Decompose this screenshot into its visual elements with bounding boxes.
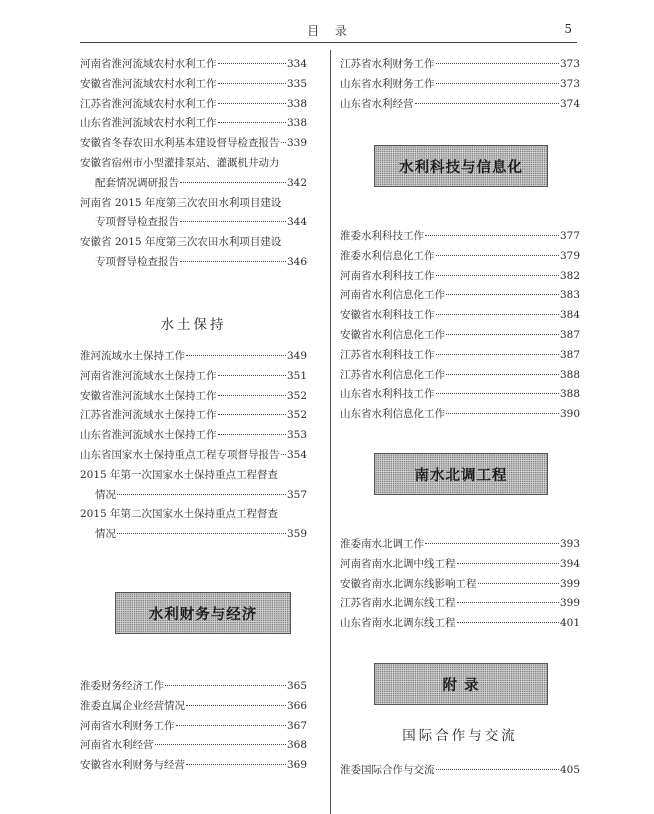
toc-entry-page: 388	[559, 368, 580, 381]
toc-entry[interactable]	[95, 214, 307, 230]
toc-leader-dots	[478, 583, 559, 584]
toc-entry-title: 淮委水利科技工作	[340, 230, 424, 242]
toc-entry-page: 401	[559, 617, 580, 630]
section-box-finance	[115, 592, 291, 634]
toc-entry-page: 384	[559, 309, 580, 322]
toc-leader-dots	[180, 221, 286, 222]
toc-entry[interactable]	[80, 195, 307, 211]
toc-entry-title: 江苏省淮河流域水土保持工作	[80, 409, 217, 422]
toc-leader-dots	[436, 275, 559, 276]
toc-entry[interactable]	[80, 757, 307, 773]
toc-entry-title: 安徽省水利信息化工作	[340, 329, 445, 341]
toc-leader-dots	[436, 393, 559, 394]
toc-entry-title: 淮委南水北调工作	[340, 538, 424, 550]
toc-leader-dots	[218, 122, 286, 123]
toc-entry-title: 山东省国家水土保持重点工程专项督导报告	[80, 449, 280, 461]
toc-entry-title: 山东省水利经营	[340, 97, 414, 110]
section-box-appendix	[374, 663, 548, 705]
toc-entry[interactable]	[340, 307, 580, 323]
toc-entry[interactable]	[80, 427, 307, 443]
toc-entry-page: 373	[559, 58, 580, 70]
toc-leader-dots	[218, 83, 286, 84]
toc-entry-title: 情况	[95, 528, 116, 541]
toc-entry-page: 335	[286, 77, 307, 90]
toc-entry-title: 2015 年第一次国家水土保持重点工程督查	[80, 468, 279, 481]
toc-entry-title: 河南省淮河流域农村水利工作	[80, 58, 217, 70]
toc-entry-title: 淮河流域水土保持工作	[80, 350, 185, 362]
toc-entry-page: 349	[286, 350, 307, 362]
section-heading-tech: 水利科技与信息化	[399, 159, 523, 176]
toc-entry-title: 专项督导检查报告	[95, 256, 179, 268]
toc-leader-dots	[436, 255, 559, 256]
toc-entry-title: 配套情况调研报告	[95, 176, 179, 189]
toc-leader-dots	[281, 454, 286, 455]
toc-leader-dots	[436, 314, 559, 315]
toc-entry[interactable]	[340, 268, 580, 284]
toc-entry-title: 河南省淮河流域水土保持工作	[80, 369, 217, 382]
toc-entry[interactable]	[80, 76, 307, 92]
toc-entry-title: 河南省水利科技工作	[340, 269, 435, 282]
toc-leader-dots	[436, 769, 559, 770]
toc-entry-title: 安徽省水利财务与经营	[80, 759, 185, 772]
toc-entry[interactable]	[340, 595, 580, 611]
toc-entry[interactable]	[80, 115, 307, 131]
toc-entry[interactable]	[340, 556, 580, 572]
toc-entry[interactable]	[80, 388, 307, 404]
toc-entry-page: 387	[559, 348, 580, 361]
toc-leader-dots	[176, 725, 286, 726]
toc-leader-dots	[180, 182, 286, 183]
toc-entry-page: 373	[559, 77, 580, 90]
section-box-tech	[374, 145, 548, 187]
toc-entry-page: 390	[559, 408, 580, 421]
toc-leader-dots	[436, 354, 559, 355]
toc-entry-page: 369	[286, 759, 307, 772]
toc-entry-page: 405	[559, 764, 580, 776]
toc-entry[interactable]	[80, 467, 307, 483]
toc-leader-dots	[186, 355, 286, 356]
toc-entry-title: 安徽省冬春农田水利基本建设督导检查报告	[80, 137, 280, 150]
toc-leader-dots	[218, 414, 286, 415]
toc-leader-dots	[218, 395, 286, 396]
header-title: 目 录	[307, 24, 353, 38]
page-header	[80, 20, 580, 40]
toc-entry[interactable]	[80, 718, 307, 734]
toc-leader-dots	[281, 142, 286, 143]
toc-entry[interactable]	[95, 487, 307, 503]
toc-leader-dots	[436, 63, 559, 64]
header-rule	[80, 42, 577, 43]
toc-entry[interactable]	[340, 96, 580, 112]
toc-entry-title: 河南省水利信息化工作	[340, 289, 445, 302]
toc-entry[interactable]	[80, 348, 307, 364]
toc-entry-page: 365	[286, 680, 307, 692]
toc-leader-dots	[165, 685, 286, 686]
toc-entry-title: 专项督导检查报告	[95, 216, 179, 229]
toc-entry[interactable]	[95, 175, 307, 191]
toc-entry[interactable]	[80, 368, 307, 384]
toc-entry[interactable]	[340, 615, 580, 631]
toc-entry-page: 382	[559, 269, 580, 282]
toc-entry[interactable]	[340, 576, 580, 592]
toc-entry-title: 安徽省淮河流域水土保持工作	[80, 389, 217, 402]
toc-entry[interactable]	[340, 228, 580, 244]
toc-entry-title: 安徽省淮河流域农村水利工作	[80, 77, 217, 90]
toc-entry[interactable]	[80, 447, 307, 463]
toc-entry-page: 344	[286, 216, 307, 229]
toc-entry[interactable]	[95, 254, 307, 270]
toc-leader-dots	[186, 764, 286, 765]
toc-entry-title: 江苏省淮河流域农村水利工作	[80, 97, 217, 110]
toc-entry-title: 江苏省南水北调东线工程	[340, 597, 456, 610]
toc-leader-dots	[415, 103, 559, 104]
toc-entry-page: 342	[286, 176, 307, 189]
toc-entry-title: 河南省南水北调中线工程	[340, 557, 456, 570]
toc-leader-dots	[218, 63, 286, 64]
toc-entry[interactable]	[80, 407, 307, 423]
section-heading-finance: 水利财务与经济	[148, 606, 258, 623]
toc-entry[interactable]	[80, 96, 307, 112]
toc-entry[interactable]	[80, 234, 307, 250]
toc-entry-title: 安徽省 2015 年度第三次农田水利项目建设	[80, 236, 282, 249]
toc-entry-title: 江苏省水利科技工作	[340, 348, 435, 361]
toc-entry-page: 339	[286, 137, 307, 150]
toc-entry-title: 淮委财务经济工作	[80, 680, 164, 692]
toc-entry[interactable]	[340, 386, 580, 402]
toc-entry-page: 368	[286, 739, 307, 752]
toc-entry[interactable]	[340, 76, 580, 92]
toc-entry-page: 351	[286, 369, 307, 382]
toc-entry-page: 338	[286, 97, 307, 110]
toc-entry-title: 情况	[95, 488, 116, 501]
toc-entry-page: 346	[286, 256, 307, 268]
toc-entry-page: 379	[559, 249, 580, 262]
toc-leader-dots	[218, 103, 286, 104]
toc-leader-dots	[457, 563, 559, 564]
toc-entry[interactable]	[340, 536, 580, 552]
toc-entry[interactable]	[80, 155, 307, 171]
toc-entry-title: 江苏省水利财务工作	[340, 58, 435, 70]
toc-entry-page: 357	[286, 488, 307, 501]
toc-entry-title: 山东省水利信息化工作	[340, 408, 445, 421]
toc-leader-dots	[446, 334, 559, 335]
toc-leader-dots	[218, 375, 286, 376]
toc-entry-page: 338	[286, 117, 307, 130]
toc-entry-title: 山东省淮河流域农村水利工作	[80, 117, 217, 130]
toc-entry-page: 377	[559, 230, 580, 242]
toc-entry[interactable]	[340, 347, 580, 363]
toc-leader-dots	[155, 744, 286, 745]
toc-leader-dots	[446, 374, 559, 375]
toc-entry[interactable]	[340, 406, 580, 422]
toc-entry[interactable]	[340, 367, 580, 383]
section-heading-soil: 水土保持	[160, 317, 227, 333]
toc-entry-title: 河南省水利经营	[80, 739, 154, 752]
toc-leader-dots	[117, 494, 286, 495]
toc-entry-title: 安徽省南水北调东线影响工程	[340, 577, 477, 590]
toc-entry-title: 山东省水利财务工作	[340, 77, 435, 90]
header-page-number: 5	[564, 22, 572, 36]
toc-entry-title: 河南省水利财务工作	[80, 719, 175, 732]
toc-entry-page: 393	[559, 538, 580, 550]
toc-entry-page: 354	[286, 449, 307, 461]
toc-entry-title: 2015 年第二次国家水土保持重点工程督查	[80, 508, 279, 521]
toc-entry-title: 山东省淮河流域水土保持工作	[80, 429, 217, 442]
toc-entry[interactable]	[340, 248, 580, 264]
toc-leader-dots	[117, 533, 286, 534]
toc-entry-title: 淮委直属企业经营情况	[80, 699, 185, 712]
toc-leader-dots	[186, 705, 286, 706]
toc-leader-dots	[457, 622, 559, 623]
toc-entry[interactable]	[95, 526, 307, 542]
toc-leader-dots	[446, 294, 559, 295]
toc-entry-title: 山东省南水北调东线工程	[340, 617, 456, 630]
toc-entry-title: 淮委国际合作与交流	[340, 764, 435, 776]
toc-entry-page: 394	[559, 557, 580, 570]
toc-entry-title: 安徽省水利科技工作	[340, 309, 435, 322]
toc-entry-page: 383	[559, 289, 580, 302]
section-heading-snwd: 南水北调工程	[414, 467, 508, 484]
toc-entry[interactable]	[340, 56, 580, 72]
toc-entry-page: 353	[286, 429, 307, 442]
toc-entry-title: 山东省水利科技工作	[340, 388, 435, 401]
toc-entry[interactable]	[340, 287, 580, 303]
toc-leader-dots	[446, 413, 559, 414]
toc-entry-page: 359	[286, 528, 307, 541]
toc-entry-title: 江苏省水利信息化工作	[340, 368, 445, 381]
toc-entry[interactable]	[80, 698, 307, 714]
toc-entry-page: 374	[559, 97, 580, 110]
toc-entry-page: 352	[286, 409, 307, 422]
toc-entry-page: 387	[559, 329, 580, 341]
toc-entry-title: 安徽省宿州市小型灌排泵站、灌溉机井动力	[80, 157, 280, 169]
toc-entry[interactable]	[340, 762, 580, 778]
toc-entry[interactable]	[80, 737, 307, 753]
toc-entry-page: 366	[286, 699, 307, 712]
toc-leader-dots	[425, 235, 559, 236]
toc-entry-page: 399	[559, 597, 580, 610]
toc-entry-page: 367	[286, 719, 307, 732]
toc-entry-page: 399	[559, 577, 580, 590]
section-heading-appendix: 附 录	[442, 677, 480, 694]
toc-entry-page: 334	[286, 58, 307, 70]
column-divider	[330, 50, 331, 814]
toc-entry[interactable]	[80, 135, 307, 151]
toc-entry-title: 河南省 2015 年度第三次农田水利项目建设	[80, 196, 282, 209]
toc-leader-dots	[425, 543, 559, 544]
toc-entry[interactable]	[80, 56, 307, 72]
section-box-snwd	[374, 453, 548, 495]
toc-leader-dots	[180, 261, 286, 262]
toc-entry-page: 388	[559, 388, 580, 401]
toc-entry[interactable]	[80, 678, 307, 694]
toc-entry-title: 淮委水利信息化工作	[340, 249, 435, 262]
toc-entry[interactable]	[80, 506, 307, 522]
toc-leader-dots	[218, 434, 286, 435]
toc-leader-dots	[457, 602, 559, 603]
section-heading-intl: 国际合作与交流	[402, 728, 518, 744]
toc-entry[interactable]	[340, 327, 580, 343]
toc-leader-dots	[436, 83, 559, 84]
toc-entry-page: 352	[286, 389, 307, 402]
